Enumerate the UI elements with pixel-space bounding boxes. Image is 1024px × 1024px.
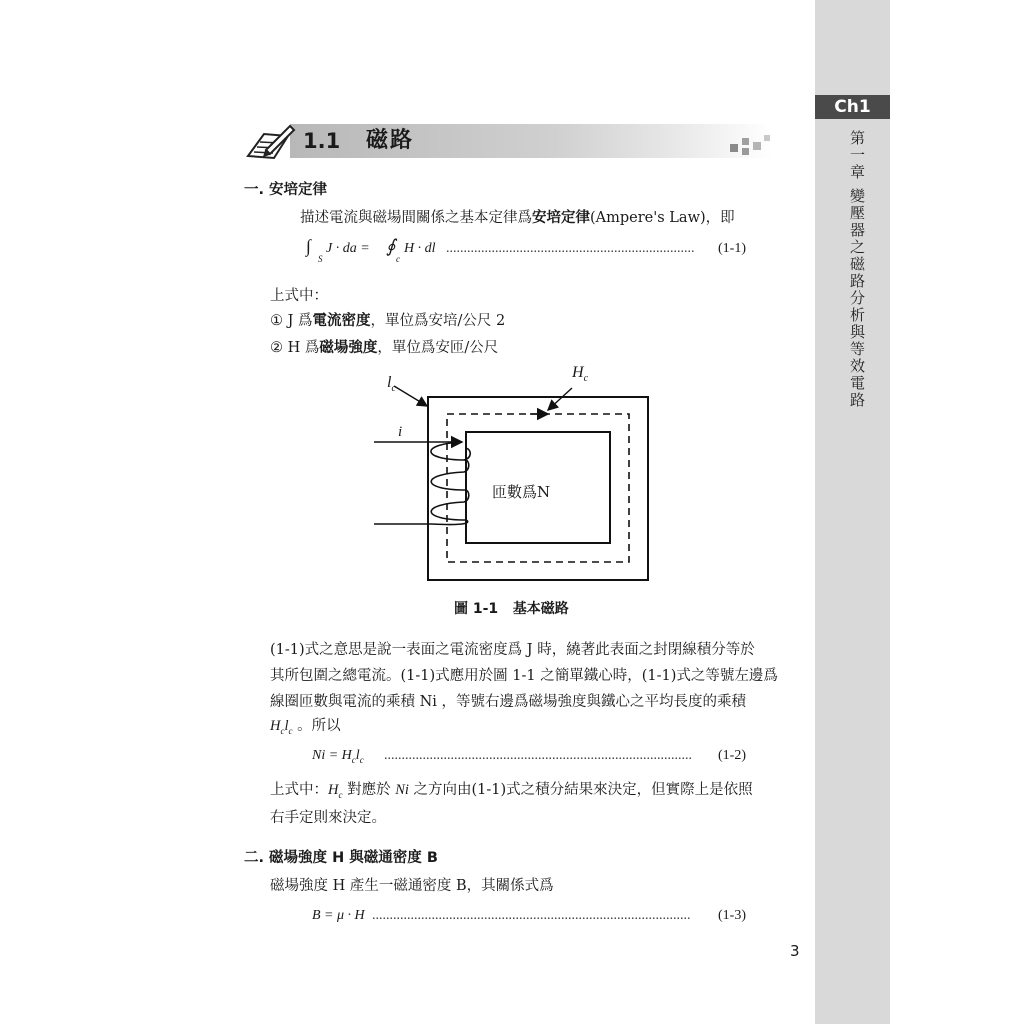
heading-field-intensity: 二. 磁場強度 H 與磁通密度 B	[244, 850, 438, 866]
where-intro: 上式中：	[270, 288, 328, 304]
where-item-j: ① J 爲電流密度，單位爲安培/公尺 2	[270, 313, 506, 329]
figure-caption: 圖 1-1 基本磁路	[454, 601, 569, 617]
paragraph-flux-density: 磁場強度 H 產生一磁通密度 B，其關係式爲	[270, 878, 554, 894]
figure-turns-label: 匝數爲N	[492, 483, 551, 501]
equation-number-1-3: (1-3)	[718, 908, 746, 923]
chapter-label: Ch1	[815, 95, 890, 119]
paragraph-ampere-intro: 描述電流與磁場間關係之基本定律爲安培定律(Ampere's Law)，即	[300, 210, 735, 226]
heading-ampere-law: 一. 安培定律	[244, 182, 328, 198]
chapter-title-vertical: 第一章 變壓器之磁路分析與等效電路	[848, 130, 866, 409]
figure-label-lc: $l_c$	[387, 374, 396, 395]
figure-label-i: i	[398, 424, 403, 440]
pen-paper-icon	[244, 122, 296, 162]
magnetic-circuit-figure	[370, 362, 670, 592]
section-title: 磁路	[366, 128, 415, 153]
equation-number-1-1: (1-1)	[718, 241, 746, 256]
figure-label-hc: $H_c$	[572, 364, 589, 385]
paragraph-direction-line1: 上式中：$H_c$ 對應於 Ni 之方向由(1-1)式之積分結果來決定，但實際上是依照	[270, 782, 753, 800]
paragraph-explanation-line2: 其所包圍之總電流。(1-1)式應用於圖 1-1 之簡單鐵心時，(1-1)式之等號左邊爲	[270, 668, 778, 684]
equation-number-1-2: (1-2)	[718, 748, 746, 763]
page-number: 3	[790, 942, 800, 960]
where-item-h: ② H 爲磁場強度，單位爲安匝/公尺	[270, 340, 499, 356]
paragraph-explanation-line1: (1-1)式之意思是說一表面之電流密度爲 J 時，繞著此表面之封閉線積分等於	[270, 642, 755, 658]
paragraph-direction-line2: 右手定則來決定。	[270, 810, 386, 826]
section-header-bar	[290, 124, 772, 158]
paragraph-explanation-line3: 線圈匝數與電流的乘積 Ni ，等號右邊爲磁場強度與鐵心之平均長度的乘積	[270, 694, 747, 710]
paragraph-explanation-line4: $H_cl_c$ 。所以	[270, 718, 341, 736]
section-number: 1.1	[303, 129, 341, 153]
